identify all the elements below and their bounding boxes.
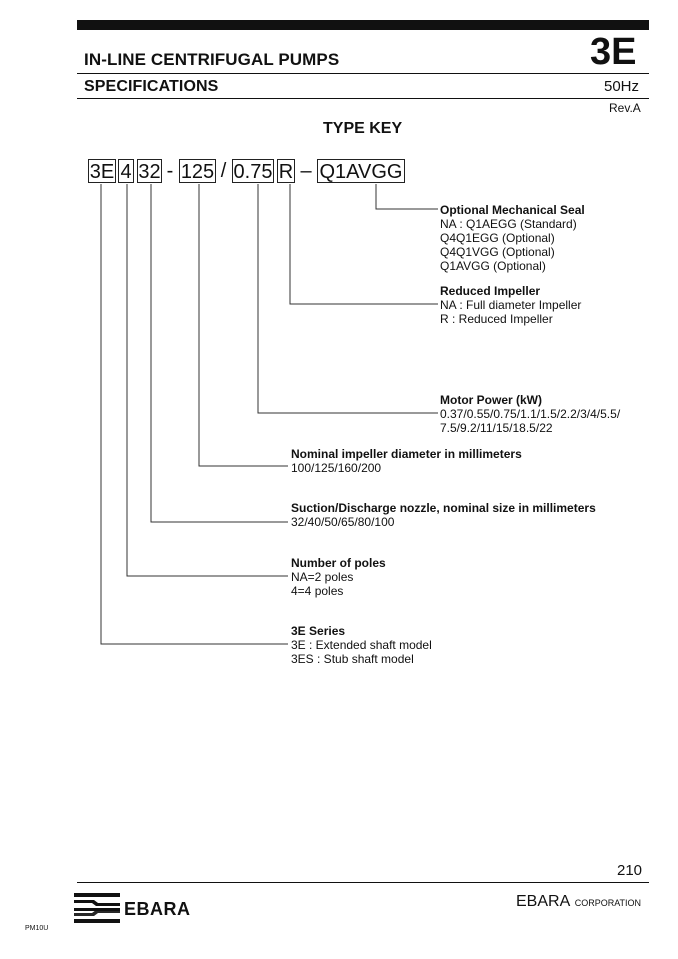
company-suffix: CORPORATION xyxy=(574,898,642,908)
company-name xyxy=(516,893,641,911)
document-title: IN-LINE CENTRIFUGAL PUMPS xyxy=(84,50,340,69)
document-code: PM10U xyxy=(25,925,49,932)
desc-reduced-impeller xyxy=(440,284,581,326)
desc-line: 0.37/0.55/0.75/1.1/1.5/2.2/3/4/5.5/ xyxy=(440,407,621,421)
key-separator-endash: – xyxy=(300,160,312,182)
desc-line: NA=2 poles xyxy=(291,570,354,584)
leader-reduced xyxy=(290,184,438,304)
desc-number-of-poles xyxy=(291,556,386,598)
type-key-heading: TYPE KEY xyxy=(323,120,403,137)
leader-series xyxy=(101,184,288,644)
desc-title: Number of poles xyxy=(291,556,386,570)
desc-series xyxy=(291,624,432,666)
desc-title: Nominal impeller diameter in millimeters xyxy=(291,447,522,461)
key-part-series: 3E xyxy=(89,161,115,183)
desc-title: Optional Mechanical Seal xyxy=(440,203,585,217)
desc-title: Motor Power (kW) xyxy=(440,393,542,407)
key-part-motor: 0.75 xyxy=(233,161,273,183)
key-part-impeller: 125 xyxy=(180,161,215,183)
leader-impeller xyxy=(199,184,288,466)
ebara-logo-icon xyxy=(74,893,122,923)
series-code: 3E xyxy=(590,31,637,73)
desc-title: 3E Series xyxy=(291,624,346,638)
leader-seal xyxy=(376,184,438,209)
leader-nozzle xyxy=(151,184,288,522)
desc-line: Q1AVGG (Optional) xyxy=(440,259,546,273)
desc-line: NA : Full diameter Impeller xyxy=(440,298,582,312)
ebara-logo-text: EBARA xyxy=(124,899,191,919)
desc-nozzle-size xyxy=(291,501,596,529)
desc-line: R : Reduced Impeller xyxy=(440,312,553,326)
key-separator-slash: / xyxy=(220,160,227,182)
key-separator-dash: - xyxy=(166,160,174,182)
key-part-seal: Q1AVGG xyxy=(317,159,405,183)
desc-line: 3E : Extended shaft model xyxy=(291,638,432,652)
desc-motor-power xyxy=(440,393,620,435)
key-part-nozzle: 32 xyxy=(138,161,161,183)
frequency-label: 50Hz xyxy=(604,78,640,95)
desc-line: 4=4 poles xyxy=(291,584,344,598)
section-title: SPECIFICATIONS xyxy=(84,78,219,95)
desc-mechanical-seal xyxy=(440,203,585,273)
desc-line: 100/125/160/200 xyxy=(291,461,382,475)
key-part-poles: 4 xyxy=(118,159,134,183)
desc-line: 3ES : Stub shaft model xyxy=(291,652,414,666)
footer-rule xyxy=(77,882,649,883)
desc-line: Q4Q1VGG (Optional) xyxy=(440,245,555,259)
desc-title: Suction/Discharge nozzle, nominal size in millimeters xyxy=(291,501,596,515)
key-part-reduced: R xyxy=(278,161,294,183)
page-number: 210 xyxy=(617,862,643,879)
revision-label: Rev.A xyxy=(609,101,641,115)
desc-line: NA : Q1AEGG (Standard) xyxy=(440,217,577,231)
desc-line: 32/40/50/65/80/100 xyxy=(291,515,395,529)
desc-line: Q4Q1EGG (Optional) xyxy=(440,231,555,245)
desc-impeller-diameter xyxy=(291,447,522,475)
desc-title: Reduced Impeller xyxy=(440,284,541,298)
leader-motor xyxy=(258,184,438,413)
desc-line: 7.5/9.2/11/15/18.5/22 xyxy=(440,421,553,435)
company-main: EBARA xyxy=(516,893,571,910)
